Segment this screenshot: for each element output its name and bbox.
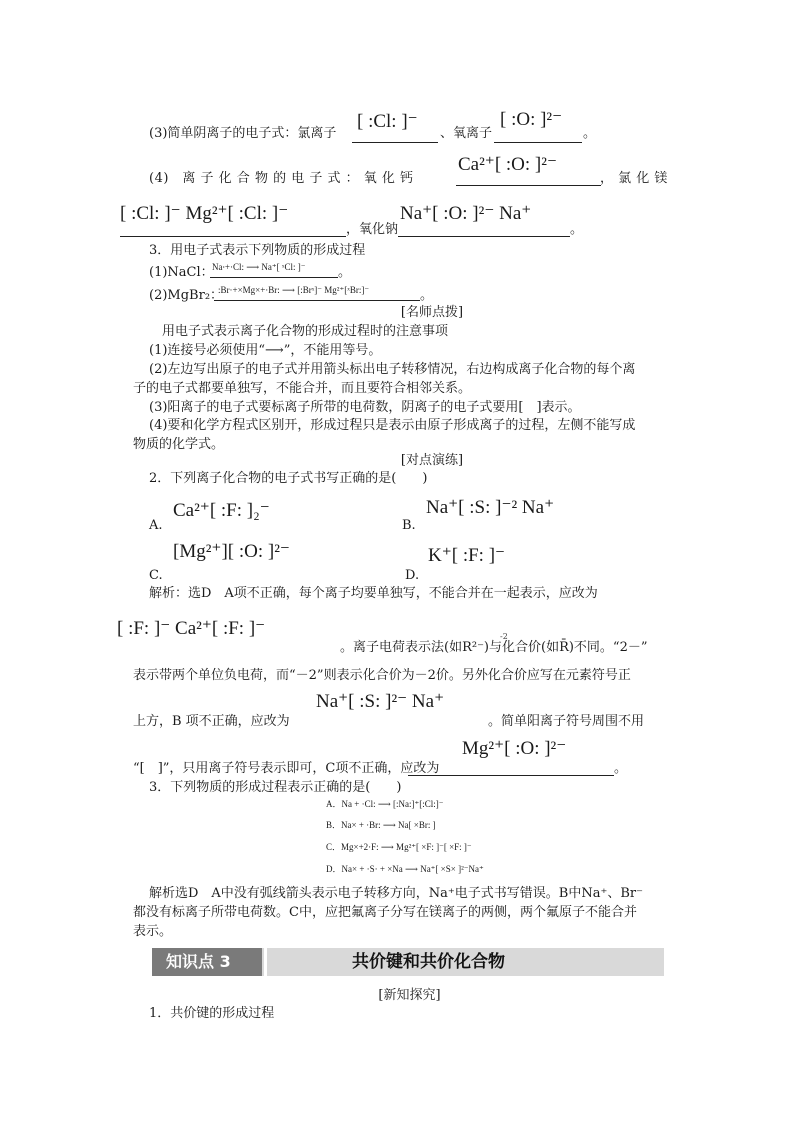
item-3-text: (3)简单阴离子的电子式：氯离子 [149, 126, 337, 141]
section-tag: 知识点 3 [152, 948, 262, 976]
tip-point-2: (2)左边写出原子的电子式并用箭头标出电子转移情况，右边构成离子化合物的每个离 [149, 362, 636, 377]
item-3-end: 。 [583, 126, 597, 141]
banner-divider [264, 948, 267, 976]
answer-6-line-3: 表示。 [133, 924, 173, 939]
answer-line-4a: 上方，B 项不正确，应改为 [133, 714, 290, 729]
answer-underline [352, 142, 438, 143]
answer-line-4b: 。简单阳离子符号周围不用 [488, 714, 645, 729]
practice-header: [对点演练] [400, 453, 464, 468]
mgbr2-label: (2)MgBr₂： [149, 288, 224, 303]
na2o-electron-formula: Na⁺[ :O: ]²⁻ Na⁺ [400, 203, 532, 224]
answer-underline [214, 300, 420, 301]
question-3-option-c: C．Mg×+2·F: ⟶ Mg²⁺[ ×F: ]⁻[ ×F: ]⁻ [326, 842, 472, 852]
option-a-formula: Ca²⁺[ :F: ]₂⁻ [173, 500, 270, 521]
answer-line-3: 表示带两个单位负电荷，而“－2”则表示化合价为－2价。另外化合价应写在元素符号正 [133, 668, 631, 683]
explore-item-1: 1．共价键的形成过程 [149, 1006, 275, 1021]
question-2: 2．下列离子化合物的电子式书写正确的是( ) [149, 471, 428, 486]
cao-electron-formula: Ca²⁺[ :O: ]²⁻ [458, 154, 557, 175]
explore-header: [新知探究] [378, 988, 441, 1003]
mgbr2-formation-formula: :Br·+×Mg×+·Br: ⟶ [:Brˣ]⁻ Mg²⁺[ˣBr:]⁻ [218, 285, 370, 295]
item-4-end: 。 [570, 222, 584, 237]
answer-line-5: “[ ]”，只用离子符号表示即可，C项不正确，应改为 [133, 761, 440, 776]
option-d-label: D. [405, 568, 420, 583]
item-4-na2o-prefix: ，氧化钠 [346, 222, 399, 237]
tip-point-3: (3)阳离子的电子式要标离子所带的电荷数，阴离子的电子式要用[ ]表示。 [149, 400, 581, 415]
answer-line-2: 。离子电荷表示法(如R²⁻)与化合价(如R̄)不同。“2－” [340, 640, 648, 655]
answer-6-line-1: 解析选D A中没有弧线箭头表示电子转移方向，Na⁺电子式书写错误。B中Na⁺、Br⁻ [149, 886, 643, 901]
nacl-formation-formula: Na⸱+·Cl: ⟶ Na⁺[ ˣCl: ]⁻ [212, 262, 306, 272]
question-3-option-a: A．Na + ·Cl: ⟶ [:Na:]⁺[:Cl:]⁻ [326, 799, 444, 809]
answer-underline [210, 277, 338, 278]
tip-header: [名师点拨] [400, 305, 464, 320]
mgcl2-electron-formula: [ :Cl: ]⁻ Mg²⁺[ :Cl: ]⁻ [120, 203, 289, 224]
answer-6-line-2: 都没有标离子所带电荷数。C中，应把氟离子分写在镁离子的两侧，两个氟原子不能合并 [133, 905, 637, 920]
option-d-formula: K⁺[ :F: ]⁻ [428, 545, 506, 566]
tip-point-4: (4)要和化学方程式区别开，形成过程只是表示由原子形成离子的过程，左侧不能写成 [149, 418, 636, 433]
item-3-separator: 、氧离子 [440, 126, 493, 141]
tip-point-4-cont: 物质的化学式。 [133, 437, 225, 452]
nacl-label: (1)NaCl： [149, 265, 214, 280]
na2s-electron-formula: Na⁺[ :S: ]²⁻ Na⁺ [316, 691, 445, 712]
answer-line-1: 解析：选D A项不正确，每个离子均要单独写，不能合并在一起表示，应改为 [149, 586, 598, 601]
section-title: 共价键和共价化合物 [352, 952, 505, 972]
chloride-electron-formula: [ :Cl: ]⁻ [357, 111, 418, 132]
caf2-electron-formula: [ :F: ]⁻ Ca²⁺[ :F: ]⁻ [117, 618, 266, 639]
answer-underline [494, 142, 582, 143]
tip-title: 用电子式表示离子化合物的形成过程时的注意事项 [162, 324, 449, 339]
tip-point-1: (1)连接号必须使用“⟶”，不能用等号。 [149, 343, 382, 358]
answer-underline [398, 236, 570, 237]
nacl-end: 。 [338, 265, 352, 280]
item-4-text: (4) 离 子 化 合 物 的 电 子 式 ： 氧 化 钙 [149, 171, 414, 186]
valence-superscript: -2 [500, 632, 508, 641]
answer-underline [456, 185, 601, 186]
answer-underline [120, 236, 346, 237]
answer-underline [408, 775, 614, 776]
option-b-formula: Na⁺[ :S: ]⁻² Na⁺ [426, 497, 555, 518]
tip-point-2-cont: 子的电子式都要单独写，不能合并，而且要符合相邻关系。 [133, 381, 472, 396]
option-b-label: B. [402, 518, 416, 533]
question-3: 3．下列物质的形成过程表示正确的是( ) [149, 780, 402, 795]
mgbr2-end: 。 [420, 288, 434, 303]
option-a-label: A. [149, 518, 163, 533]
oxide-electron-formula: [ :O: ]²⁻ [500, 109, 563, 130]
mgo-electron-formula: Mg²⁺[ :O: ]²⁻ [462, 738, 567, 759]
option-c-label: C. [149, 568, 163, 583]
question-3-title: 3．用电子式表示下列物质的形成过程 [149, 243, 366, 258]
option-c-formula: [Mg²⁺][ :O: ]²⁻ [173, 541, 290, 562]
item-4-comma: ， 氯 化 镁 [600, 171, 668, 186]
section-banner [152, 948, 664, 976]
question-3-option-b: B．Na× + ·Br: ⟶ Na[ ×Br: ] [326, 820, 436, 830]
question-3-option-d: D．Na× + ·S· + ×Na ⟶ Na⁺[ ×S× ]²⁻Na⁺ [326, 864, 484, 874]
answer-line-5-end: 。 [614, 761, 628, 776]
